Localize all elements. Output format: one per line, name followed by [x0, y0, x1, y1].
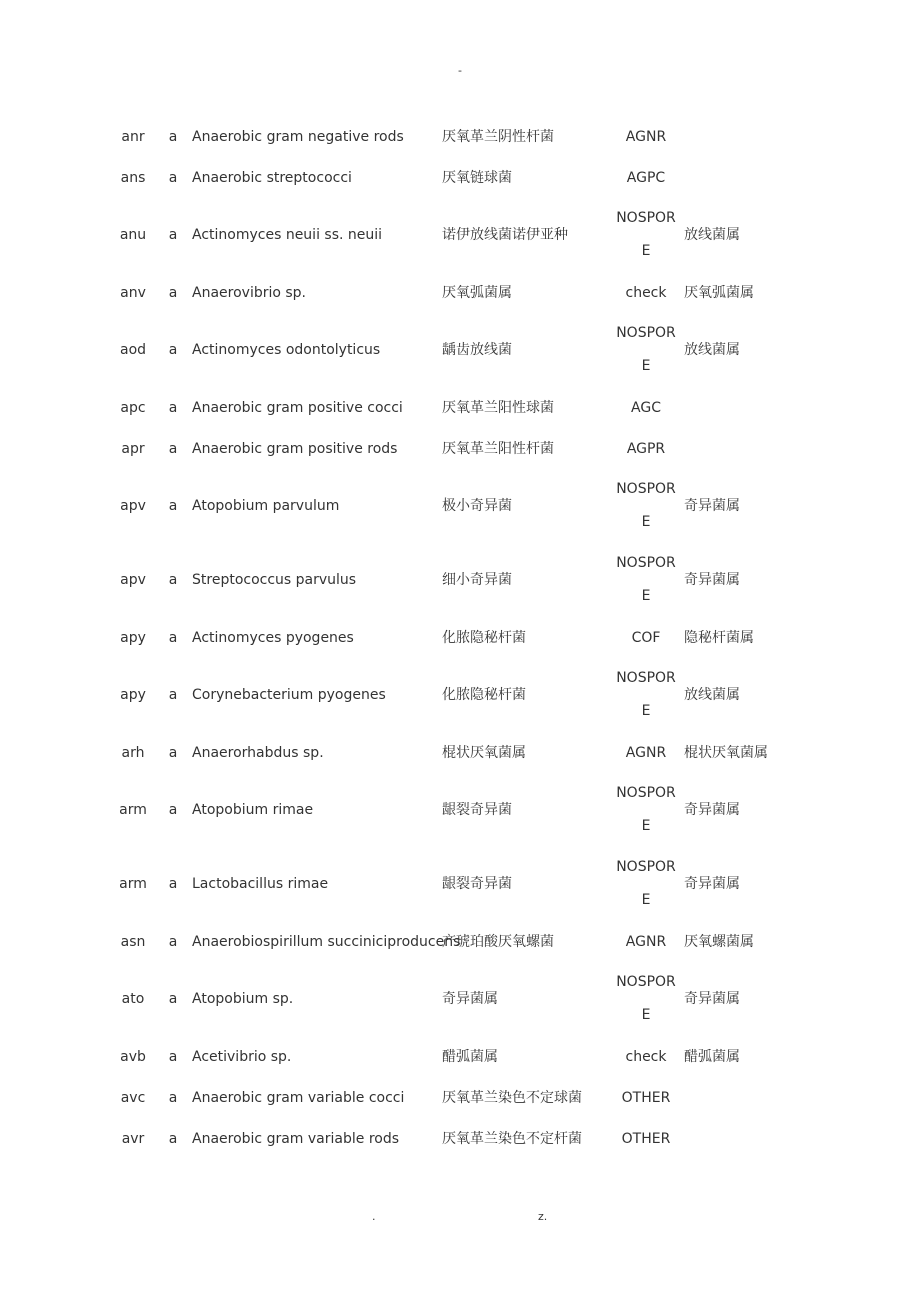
organism-name: Actinomyces odontolyticus	[192, 342, 381, 358]
organism-genus: 奇异菌属	[684, 991, 740, 1007]
organism-chinese-name: 龈裂奇异菌	[442, 876, 512, 892]
organism-flag: a	[168, 933, 178, 950]
footer-right-mark: z.	[538, 1210, 548, 1223]
organism-code: apy	[120, 629, 146, 646]
organism-group: NOSPORE	[616, 785, 676, 834]
organism-code: aod	[119, 342, 147, 358]
organism-name: Anaerobic gram negative rods	[192, 128, 404, 145]
organism-code: ans	[120, 169, 146, 186]
organism-chinese-name: 奇异菌属	[442, 991, 498, 1007]
organism-group: AGNR	[625, 128, 667, 145]
organism-flag: a	[168, 1048, 178, 1065]
table-row	[112, 1077, 812, 1118]
organism-name: Anaerovibrio sp.	[192, 284, 307, 301]
organism-code: arh	[121, 744, 145, 761]
organism-group: COF	[631, 629, 661, 646]
organism-name: Atopobium sp.	[192, 991, 294, 1007]
table-row	[112, 658, 812, 732]
table-row	[112, 617, 812, 658]
organism-genus: 奇异菌属	[684, 876, 740, 892]
organism-chinese-name: 诺伊放线菌诺伊亚种	[442, 227, 568, 243]
organism-group: NOSPORE	[616, 859, 676, 908]
table-row	[112, 732, 812, 773]
table-row	[112, 387, 812, 428]
organism-name: Anaerobic gram variable rods	[192, 1130, 400, 1147]
organism-chinese-name: 醋弧菌属	[442, 1048, 498, 1065]
table-row	[112, 847, 812, 921]
organism-code: avr	[121, 1130, 145, 1147]
organism-group: check	[625, 1048, 667, 1065]
organism-code: anr	[121, 128, 145, 145]
organism-flag: a	[168, 687, 178, 703]
organism-chinese-name: 厌氧革兰染色不定球菌	[442, 1089, 582, 1106]
organism-code: arm	[119, 876, 147, 892]
organism-flag: a	[168, 744, 178, 761]
organism-genus: 放线菌属	[684, 687, 740, 703]
page-header-mark: -	[458, 64, 462, 77]
organism-genus: 奇异菌属	[684, 572, 740, 588]
organism-chinese-name: 厌氧革兰染色不定杆菌	[442, 1130, 582, 1147]
organism-group: check	[625, 284, 667, 301]
table-row	[112, 428, 812, 469]
organism-flag: a	[168, 1089, 178, 1106]
organism-group: AGPC	[626, 169, 666, 186]
organism-table	[112, 116, 812, 1159]
organism-flag: a	[168, 876, 178, 892]
organism-group: AGNR	[625, 933, 667, 950]
organism-group: NOSPORE	[616, 555, 676, 604]
organism-chinese-name: 厌氧链球菌	[442, 169, 512, 186]
organism-genus: 放线菌属	[684, 342, 740, 358]
organism-name: Actinomyces pyogenes	[192, 629, 354, 646]
organism-name: Anaerobiospirillum succiniciproducens	[192, 933, 461, 950]
table-row	[112, 1036, 812, 1077]
organism-name: Acetivibrio sp.	[192, 1048, 292, 1065]
organism-genus: 放线菌属	[684, 227, 740, 243]
footer-left-mark: .	[372, 1210, 376, 1223]
organism-name: Anaerorhabdus sp.	[192, 744, 324, 761]
organism-code: apr	[121, 440, 145, 457]
table-row	[112, 773, 812, 847]
organism-group: NOSPORE	[616, 325, 676, 374]
organism-name: Anaerobic gram positive cocci	[192, 399, 403, 416]
organism-chinese-name: 厌氧革兰阳性杆菌	[442, 440, 554, 457]
organism-genus: 隐秘杆菌属	[684, 629, 754, 646]
organism-flag: a	[168, 498, 178, 514]
organism-group: OTHER	[621, 1089, 671, 1106]
table-row	[112, 198, 812, 272]
organism-genus: 厌氧螺菌属	[684, 933, 754, 950]
organism-chinese-name: 龈裂奇异菌	[442, 802, 512, 818]
organism-flag: a	[168, 991, 178, 1007]
organism-flag: a	[168, 572, 178, 588]
organism-group: OTHER	[621, 1130, 671, 1147]
organism-code: avc	[120, 1089, 146, 1106]
organism-chinese-name: 细小奇异菌	[442, 572, 512, 588]
organism-name: Atopobium parvulum	[192, 498, 340, 514]
organism-name: Actinomyces neuii ss. neuii	[192, 227, 383, 243]
organism-chinese-name: 棍状厌氧菌属	[442, 744, 526, 761]
organism-genus: 厌氧弧菌属	[684, 284, 754, 301]
organism-flag: a	[168, 802, 178, 818]
organism-chinese-name: 厌氧革兰阴性杆菌	[442, 128, 554, 145]
organism-group: AGPR	[626, 440, 666, 457]
organism-code: anu	[119, 227, 147, 243]
organism-name: Corynebacterium pyogenes	[192, 687, 386, 703]
table-row	[112, 921, 812, 962]
organism-genus: 醋弧菌属	[684, 1048, 740, 1065]
organism-flag: a	[168, 128, 178, 145]
organism-chinese-name: 厌氧弧菌属	[442, 284, 512, 301]
organism-flag: a	[168, 1130, 178, 1147]
organism-name: Lactobacillus rimae	[192, 876, 329, 892]
table-row	[112, 1118, 812, 1159]
organism-name: Anaerobic gram positive rods	[192, 440, 398, 457]
table-row	[112, 116, 812, 157]
organism-chinese-name: 极小奇异菌	[442, 498, 512, 514]
table-row	[112, 543, 812, 617]
organism-group: NOSPORE	[616, 210, 676, 259]
organism-code: avb	[120, 1048, 146, 1065]
organism-group: AGC	[631, 399, 661, 416]
organism-flag: a	[168, 399, 178, 416]
table-row	[112, 313, 812, 387]
table-row	[112, 962, 812, 1036]
table-row	[112, 157, 812, 198]
organism-group: AGNR	[625, 744, 667, 761]
organism-code: arm	[119, 802, 147, 818]
organism-flag: a	[168, 342, 178, 358]
organism-genus: 棍状厌氧菌属	[684, 744, 768, 761]
organism-name: Streptococcus parvulus	[192, 572, 357, 588]
organism-chinese-name: 化脓隐秘杆菌	[442, 687, 526, 703]
organism-code: asn	[120, 933, 146, 950]
organism-code: apy	[120, 687, 146, 703]
organism-group: NOSPORE	[616, 481, 676, 530]
organism-code: apc	[120, 399, 146, 416]
organism-flag: a	[168, 629, 178, 646]
organism-flag: a	[168, 169, 178, 186]
organism-name: Anaerobic gram variable cocci	[192, 1089, 405, 1106]
organism-chinese-name: 化脓隐秘杆菌	[442, 629, 526, 646]
organism-flag: a	[168, 440, 178, 457]
organism-code: anv	[120, 284, 146, 301]
organism-code: apv	[120, 498, 146, 514]
organism-chinese-name: 龋齿放线菌	[442, 342, 512, 358]
organism-name: Atopobium rimae	[192, 802, 314, 818]
organism-code: ato	[121, 991, 145, 1007]
organism-code: apv	[120, 572, 146, 588]
organism-name: Anaerobic streptococci	[192, 169, 352, 186]
organism-chinese-name: 厌氧革兰阳性球菌	[442, 399, 554, 416]
organism-genus: 奇异菌属	[684, 498, 740, 514]
organism-group: NOSPORE	[616, 670, 676, 719]
table-row	[112, 469, 812, 543]
organism-flag: a	[168, 227, 178, 243]
organism-group: NOSPORE	[616, 974, 676, 1023]
organism-flag: a	[168, 284, 178, 301]
organism-genus: 奇异菌属	[684, 802, 740, 818]
organism-chinese-name: 产琥珀酸厌氧螺菌	[442, 933, 554, 950]
table-row	[112, 272, 812, 313]
